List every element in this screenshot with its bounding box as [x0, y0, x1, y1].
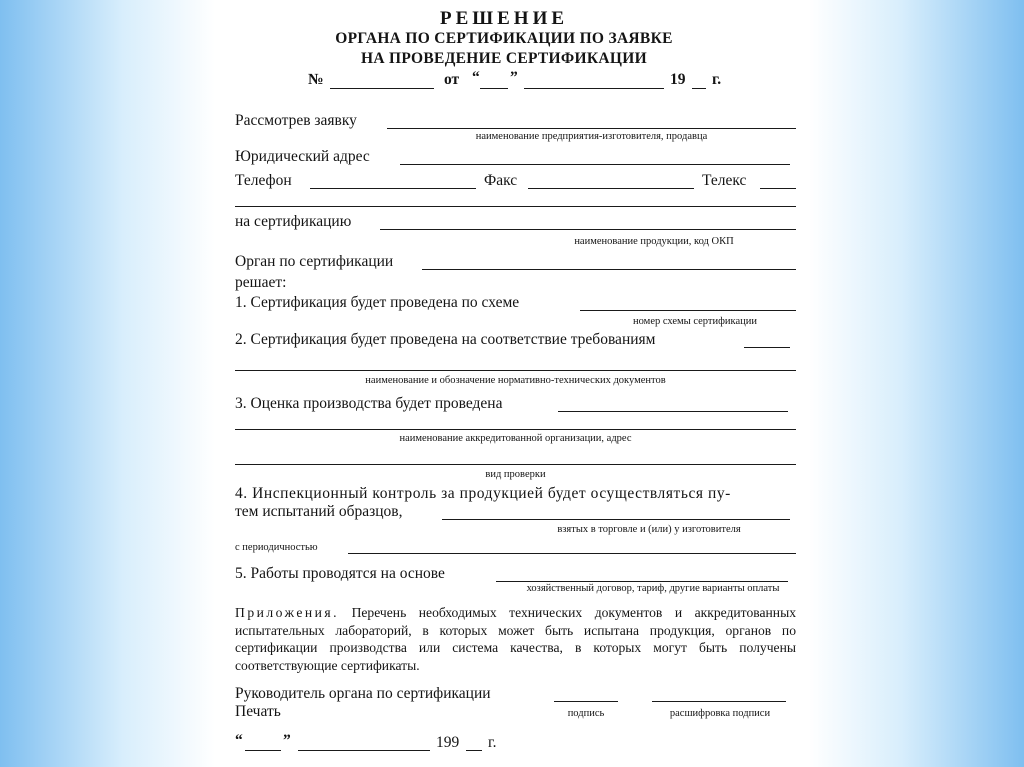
- item1-caption: номер схемы сертификации: [633, 316, 757, 327]
- from-label: от: [444, 71, 460, 88]
- item4-blank: [442, 519, 790, 520]
- date-quote-close-2: ”: [283, 732, 291, 749]
- product-label: на сертификацию: [235, 213, 352, 230]
- date-month-blank: [298, 750, 430, 751]
- product-caption: наименование продукции, код ОКП: [574, 236, 734, 247]
- periodicity-blank: [348, 553, 796, 554]
- periodicity-label: с периодичностью: [235, 542, 318, 553]
- stamp-label: Печать: [235, 703, 281, 720]
- item3-blank: [558, 411, 788, 412]
- form-subtitle-line1: ОРГАНА ПО СЕРТИФИКАЦИИ ПО ЗАЯВКЕ: [335, 30, 673, 47]
- year-prefix: 19: [670, 71, 686, 88]
- head-label: Руководитель органа по сертификации: [235, 685, 491, 702]
- item3-caption-1: наименование аккредитованной организации, адрес: [399, 433, 632, 444]
- date-quote-open: “: [472, 69, 480, 86]
- item2-text: 2. Сертификация будет проведена на соответствие требованиям: [235, 331, 656, 348]
- date-year-suffix: г.: [488, 734, 497, 751]
- certification-decision-form: [214, 0, 810, 767]
- product-blank: [380, 229, 796, 230]
- appendix-paragraph: [235, 604, 796, 674]
- address-label: Юридический адрес: [235, 148, 370, 165]
- item5-caption: хозяйственный договор, тариф, другие варианты оплаты: [526, 583, 780, 594]
- applicant-blank: [387, 128, 796, 129]
- form-subtitle-line2: НА ПРОВЕДЕНИЕ СЕРТИФИКАЦИИ: [361, 50, 647, 67]
- item3-blank-3: [235, 464, 796, 465]
- appendix-text: Перечень необходимых технических документов и аккредитованных испытательных лабораторий, в которых может быть испытана продукция, органов по сертификации производства или система качества, в которых могут быть получены соответствующие сертификаты.: [235, 605, 796, 673]
- decryption-blank: [652, 701, 786, 702]
- item5-blank: [496, 581, 788, 582]
- decryption-caption: расшифровка подписи: [669, 708, 771, 719]
- phone-label: Телефон: [235, 172, 292, 189]
- item2-caption: наименование и обозначение нормативно-технических документов: [365, 375, 666, 386]
- number-label: №: [308, 71, 324, 88]
- fax-blank: [528, 188, 694, 189]
- item2-blank-end: [744, 347, 790, 348]
- date-year-blank: [466, 750, 482, 751]
- fax-label: Факс: [484, 172, 518, 189]
- cert-body-blank: [422, 269, 796, 270]
- applicant-caption: наименование предприятия-изготовителя, продавца: [475, 131, 708, 142]
- day-blank: [480, 88, 508, 89]
- date-quote-open-2: “: [235, 732, 243, 749]
- phone-blank: [310, 188, 476, 189]
- decides-label: решает:: [235, 274, 287, 291]
- number-blank: [330, 88, 434, 89]
- date-quote-close: ”: [510, 69, 518, 86]
- telex-label: Телекс: [702, 172, 747, 189]
- item4-text-line2: тем испытаний образцов,: [235, 503, 403, 520]
- item4-caption: взятых в торговле и (или) у изготовителя: [557, 524, 741, 535]
- applicant-label: Рассмотрев заявку: [235, 112, 357, 129]
- item3-blank-2: [235, 429, 796, 430]
- signature-caption: подпись: [567, 708, 605, 719]
- cert-body-label: Орган по сертификации: [235, 253, 394, 270]
- item1-blank: [580, 310, 796, 311]
- item1-text: 1. Сертификация будет проведена по схеме: [235, 294, 520, 311]
- item3-text: 3. Оценка производства будет проведена: [235, 395, 503, 412]
- year-suffix: г.: [712, 71, 722, 88]
- date-year-prefix: 199: [436, 734, 460, 751]
- form-title: РЕШЕНИЕ: [439, 8, 569, 29]
- telex-blank: [760, 188, 796, 189]
- year-blank: [692, 88, 706, 89]
- address-blank: [400, 164, 790, 165]
- appendix-label: Приложения.: [235, 605, 340, 620]
- signature-blank: [554, 701, 618, 702]
- extra-blank-line: [235, 206, 796, 207]
- item5-text: 5. Работы проводятся на основе: [235, 565, 445, 582]
- item4-text-line1: 4. Инспекционный контроль за продукцией будет осуществляться пу-: [235, 485, 731, 502]
- item2-blank: [235, 370, 796, 371]
- item3-caption-2: вид проверки: [485, 469, 546, 480]
- month-blank: [524, 88, 664, 89]
- date-day-blank: [245, 750, 281, 751]
